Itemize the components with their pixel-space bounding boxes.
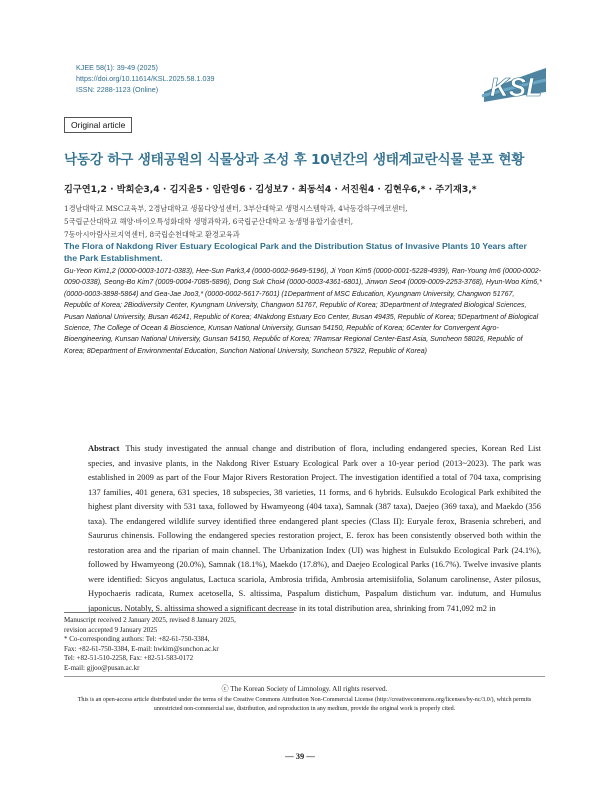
footnote-line: Manuscript received 2 January 2025, revised 8 January 2025,	[64, 616, 236, 624]
korean-affiliation-line: 7동아시아람사르지역센터, 8국립순천대학교 환경교육과	[64, 229, 240, 239]
korean-affiliation-line: 1경남대학교 MSC교육부, 2경남대학교 생물다양성센터, 3부산대학교 생명시스템학과, 4낙동강하구에코센터,	[64, 204, 408, 213]
korean-affiliations	[64, 203, 544, 241]
footnote-line: Fax: +82-61-750-3384, E-mail: hwkim@sunchon.ac.kr	[64, 644, 219, 653]
abstract-label: Abstract	[88, 443, 120, 453]
abstract	[88, 441, 541, 616]
journal-citation: KJEE 58(1): 39-49 (2025)	[76, 63, 158, 72]
korean-authors: 김구연1,2 · 박희순3,4 · 김지윤5 · 임란영6 · 김성보7 · 최동석4 · 서진원4 · 김현우6,* · 주기재3,*	[64, 184, 477, 195]
ksl-logo	[480, 62, 548, 108]
korean-title: 낙동강 하구 생태공원의 식물상과 조성 후 10년간의 생태계교란식물 분포 현황	[64, 152, 525, 168]
english-authors-affiliations: Gu-Yeon Kim1,2 (0000-0003-1071-0383), Hee-Sun Park3,4 (0000-0002-9649-5196), Ji Yoon Kim5 (0000-0001-5228-4939), Ran-Young Im6 (0000-0002-0090-0338), Seong-Bo Kim7 (0009-0004-7085-5896), Dong Suk Choi4 (0000-0003-4361-6801), Jinwon Seo4 (0009-0009-2253-3768), Hyun-Woo Kim6,* (0000-0003-3898-5864) and Gea-Jae Joo3,* (0000-0002-5617-7601) (1Department of MSC Education, Kyungnam University, Changwon 51767, Republic of Korea; 2Biodiversity Center, Kyungnam University, Changwon 51767, Republic of Korea; 3Department of Integrated Biological Sciences, Pusan National University, Busan 46241, Republic of Korea; 4Nakdong Estuary Eco Center, Busan 49435, Republic of Korea; 5Department of Biological Science, The College of Ocean & Bioscience, Kunsan National University, Gunsan 54150, Republic of Korea; 6Center for Convergent Agro-Bioengineering, Kunsan National University, Gunsan 54150, Republic of Korea; 7Ramsar Regional Center-East Asia, Suncheon 58026, Republic of Korea; 8Department of Environmental Education, Sunchon National University, Suncheon 57922, Republic of Korea)	[64, 268, 542, 355]
journal-issn: ISSN: 2288-1123 (Online)	[76, 85, 159, 95]
footnote-divider	[64, 612, 294, 613]
page-number: — 39 —	[285, 751, 315, 761]
footnote-line: * Co-corresponding authors: Tel: +82-61-750-3384,	[64, 635, 210, 643]
journal-doi-link[interactable]: https://doi.org/10.11614/KSL.2025.58.1.039	[76, 74, 215, 84]
korean-affiliation-line: 5국립군산대학교 해양·바이오특성화대학 생명과학과, 6국립군산대학교 농생명융합기술센터,	[64, 216, 353, 226]
footnotes	[64, 616, 364, 673]
copyright: ⓒ The Korean Society of Limnology. All rights reserved.	[221, 685, 388, 693]
footnote-line: revision accepted 9 January 2025	[64, 625, 158, 634]
logo-text: KSL	[490, 72, 542, 102]
article-type-badge: Original article	[64, 117, 132, 133]
footnote-line: E-mail: gjjoo@pusan.ac.kr	[64, 663, 140, 672]
journal-info	[76, 62, 215, 96]
footnote-line: Tel: +82-51-510-2258, Fax: +82-51-583-0172	[64, 654, 194, 662]
abstract-text: This study investigated the annual change and distribution of flora, including endangered species, Korean Red List species, and invasive plants, in the Nakdong River Estuary Ecological Park over a 10-year period (2013~2023). The park was established in 2009 as part of the Four Major Rivers Restoration Project. The investigation identified a total of 704 taxa, comprising 137 families, 401 genera, 631 species, 18 subspecies, 38 varieties, 11 forms, and 6 hybrids. Eulsukdo Ecological Park exhibited the highest plant diversity with 531 taxa, followed by Hwamyeong (404 taxa), Samnak (387 taxa), Daejeo (369 taxa), and Maekdo (356 taxa). The endangered wildlife survey identified three endangered plant species (Class II): Euryale ferox, Brasenia schreberi, and Saururus chinensis. Following the endangered species restoration project, E. ferox has been consistently observed both within the restoration area and the riparian of main channel. The Urbanization Index (UI) was highest in Eulsukdo Ecological Park (24.1%), followed by Hwamyeong (20.0%), Samnak (18.1%), Maekdo (17.8%), and Daejeo Ecological Parks (16.7%). Twelve invasive plants were identified: Sicyos angulatus, Lactuca scariola, Ambrosia trifida, Ambrosia artemisiifolia, Solanum carolinense, Aster pilosus, Hypochaeris radicata, Rumex acetosella, S. altissima, Paspalum distichum, Paspalum distichum var. indutum, and Humulus japonicus. Notably, S. altissima showed a significant decrease in its total distribution area, shrinking from 741,092 m2 in	[88, 443, 541, 614]
english-title: The Flora of Nakdong River Estuary Ecological Park and the Distribution Status of Invasive Plants 10 Years after the Park Establishment.	[64, 241, 527, 263]
copyright-divider	[64, 676, 545, 677]
license-text: This is an open-access article distributed under the terms of the Creative Commons Attribution Non-Commercial License (http://creativecommons.org/licenses/by-nc/3.0/), which permits unrestricted non-commercial use, distribution, and reproduction in any medium, provide the original work is properly cited.	[77, 697, 532, 712]
